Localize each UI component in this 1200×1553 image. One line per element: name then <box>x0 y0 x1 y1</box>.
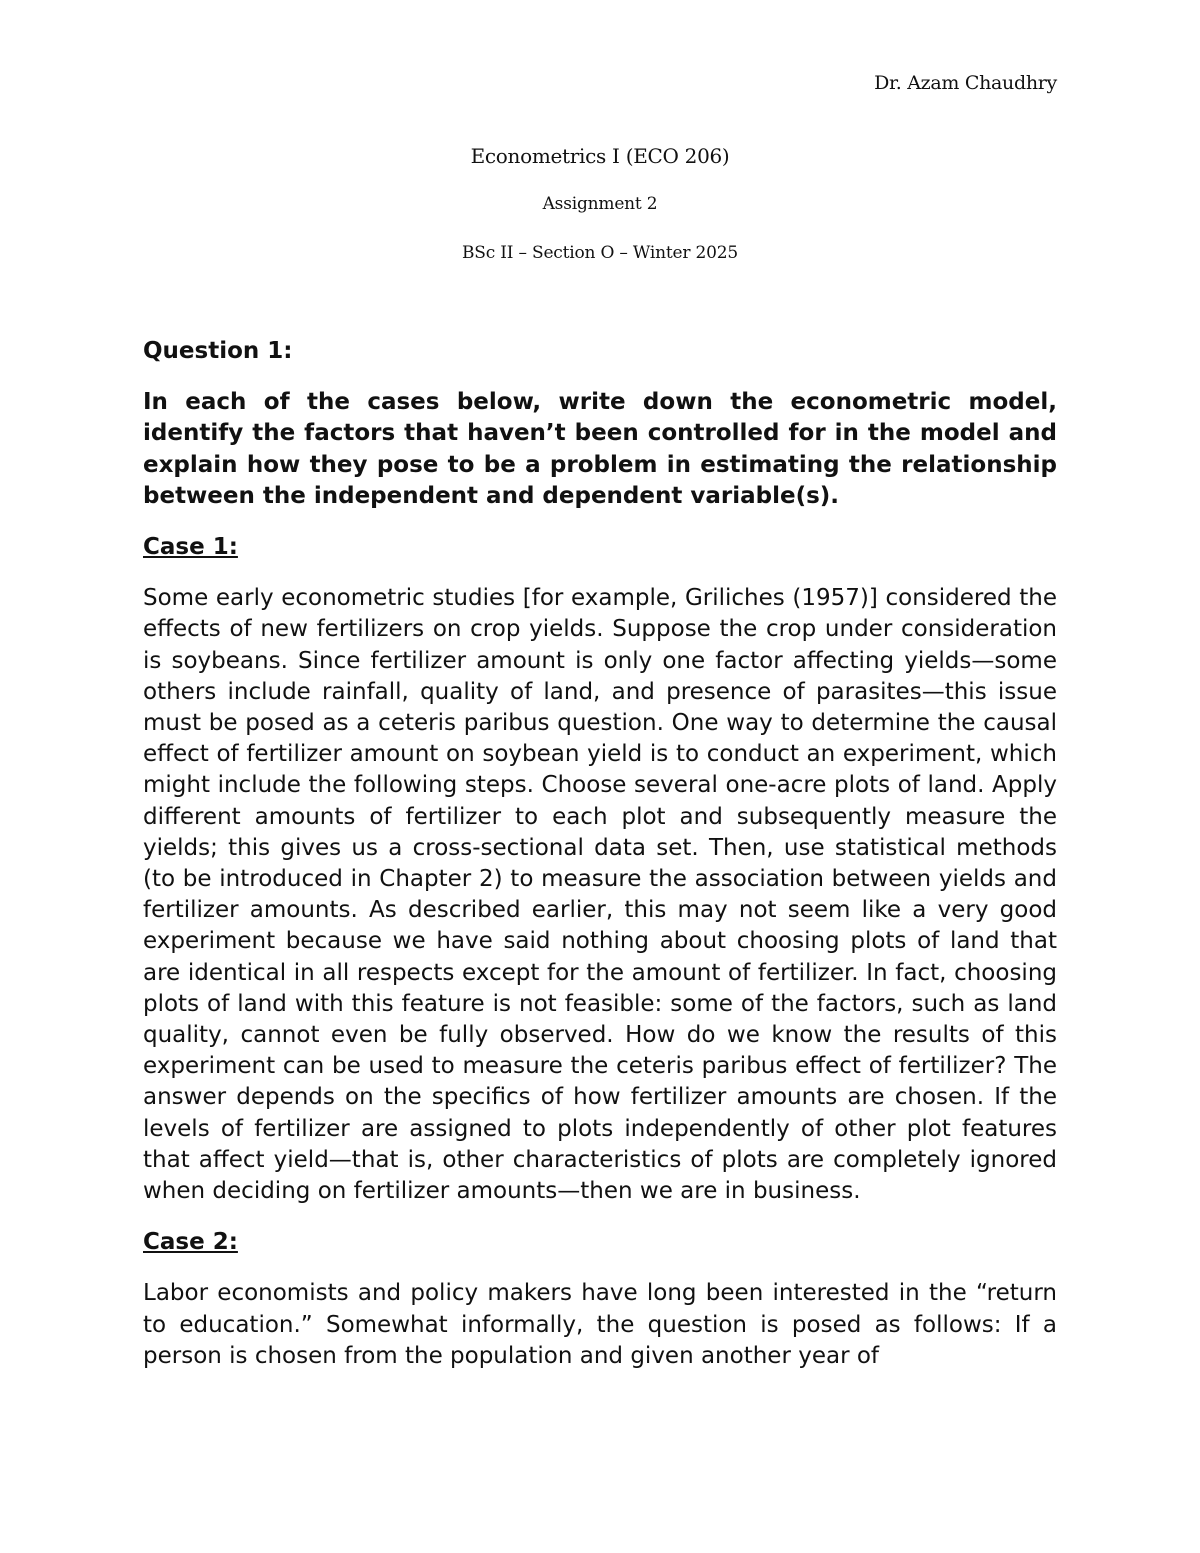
document-body <box>143 336 1057 1392</box>
course-title: Econometrics I (ECO 206) <box>470 144 730 168</box>
section-info: BSc II – Section O – Winter 2025 <box>462 243 738 263</box>
assignment-title: Assignment 2 <box>542 194 658 214</box>
case-2-body: Labor economists and policy makers have long been interested in the “return to education.” Somewhat informally, the question is posed as follows: If a person is chosen from the population and given another year of <box>143 1280 1057 1369</box>
case-1-heading: Case 1: <box>143 534 238 561</box>
question-instructions: In each of the cases below, write down the econometric model, identify the factors that haven’t been controlled for in the model and explain how they pose to be a problem in estimating the relationship between the independent and dependent variable(s). <box>143 389 1057 509</box>
author-name: Dr. Azam Chaudhry <box>874 72 1057 94</box>
case-1-body: Some early econometric studies [for example, Griliches (1957)] considered the effects of new fertilizers on crop yields. Suppose the crop under consideration is soybeans. Since fertilizer amount is only one factor affecting yields—some others include rainfall, quality of land, and presence of parasites—this issue must be posed as a ceteris paribus question. One way to determine the causal effect of fertilizer amount on soybean yield is to conduct an experiment, which might include the following steps. Choose several one-acre plots of land. Apply different amounts of fertilizer to each plot and subsequently measure the yields; this gives us a cross-sectional data set. Then, use statistical methods (to be introduced in Chapter 2) to measure the association between yields and fertilizer amounts. As described earlier, this may not seem like a very good experiment because we have said nothing about choosing plots of land that are identical in all respects except for the amount of fertilizer. In fact, choosing plots of land with this feature is not feasible: some of the factors, such as land quality, cannot even be fully observed. How do we know the results of this experiment can be used to measure the ceteris paribus effect of fertilizer? The answer depends on the specifics of how fertilizer amounts are chosen. If the levels of fertilizer are assigned to plots independently of other plot features that affect yield—that is, other characteristics of plots are completely ignored when deciding on fertilizer amounts—then we are in business. <box>143 585 1057 1205</box>
question-heading: Question 1: <box>143 338 293 364</box>
case-2-heading: Case 2: <box>143 1229 238 1256</box>
